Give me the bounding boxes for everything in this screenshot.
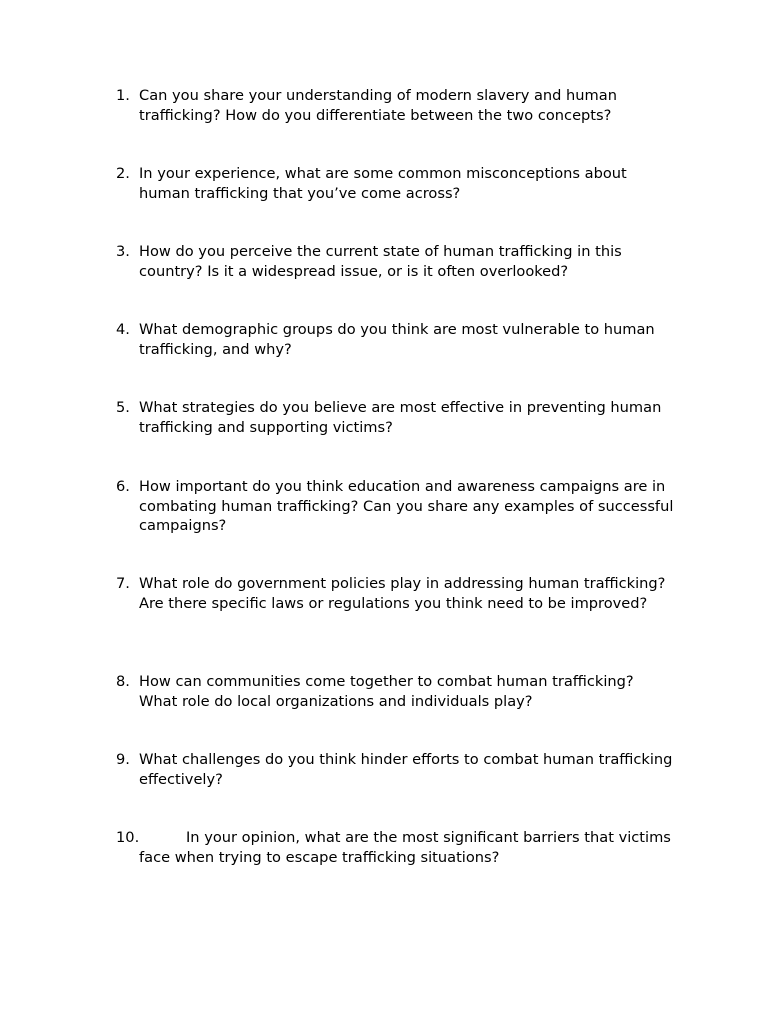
question-item xyxy=(116,672,676,711)
question-number: 6. xyxy=(116,478,130,495)
question-item xyxy=(116,828,676,867)
question-number: 9. xyxy=(116,751,130,768)
question-item xyxy=(116,164,676,203)
question-text: How do you perceive the current state of human trafficking in this country? Is it a widespread issue, or is it often overlooked? xyxy=(139,243,622,280)
question-text: How can communities come together to combat human trafficking? What role do local organizations and individuals play? xyxy=(139,673,634,710)
question-number: 4. xyxy=(116,321,130,338)
question-number: 2. xyxy=(116,165,130,182)
question-text: What role do government policies play in addressing human trafficking? Are there specific laws or regulations you think need to be improved? xyxy=(139,575,666,612)
question-text: In your experience, what are some common misconceptions about human trafficking that you’ve come across? xyxy=(139,165,627,202)
question-text: What challenges do you think hinder efforts to combat human trafficking effectively? xyxy=(139,751,673,788)
question-number: 1. xyxy=(116,87,130,104)
question-item xyxy=(116,398,676,437)
question-number: 8. xyxy=(116,673,130,690)
question-text: What strategies do you believe are most effective in preventing human trafficking and supporting victims? xyxy=(139,399,662,436)
question-number: 5. xyxy=(116,399,130,416)
question-text: How important do you think education and awareness campaigns are in combating human trafficking? Can you share any examples of successful campaigns? xyxy=(139,478,674,535)
question-item xyxy=(116,574,676,613)
question-number: 7. xyxy=(116,575,130,592)
question-text: In your opinion, what are the most significant barriers that victims face when trying to escape trafficking situations? xyxy=(139,829,671,866)
question-number: 3. xyxy=(116,243,130,260)
question-item xyxy=(116,86,676,125)
question-number: 10. xyxy=(116,829,140,846)
question-text: Can you share your understanding of modern slavery and human trafficking? How do you differentiate between the two concepts? xyxy=(139,87,617,124)
question-item xyxy=(116,242,676,281)
question-item xyxy=(116,750,676,789)
question-item xyxy=(116,320,676,359)
question-text: What demographic groups do you think are most vulnerable to human trafficking, and why? xyxy=(139,321,655,358)
question-item xyxy=(116,477,676,536)
